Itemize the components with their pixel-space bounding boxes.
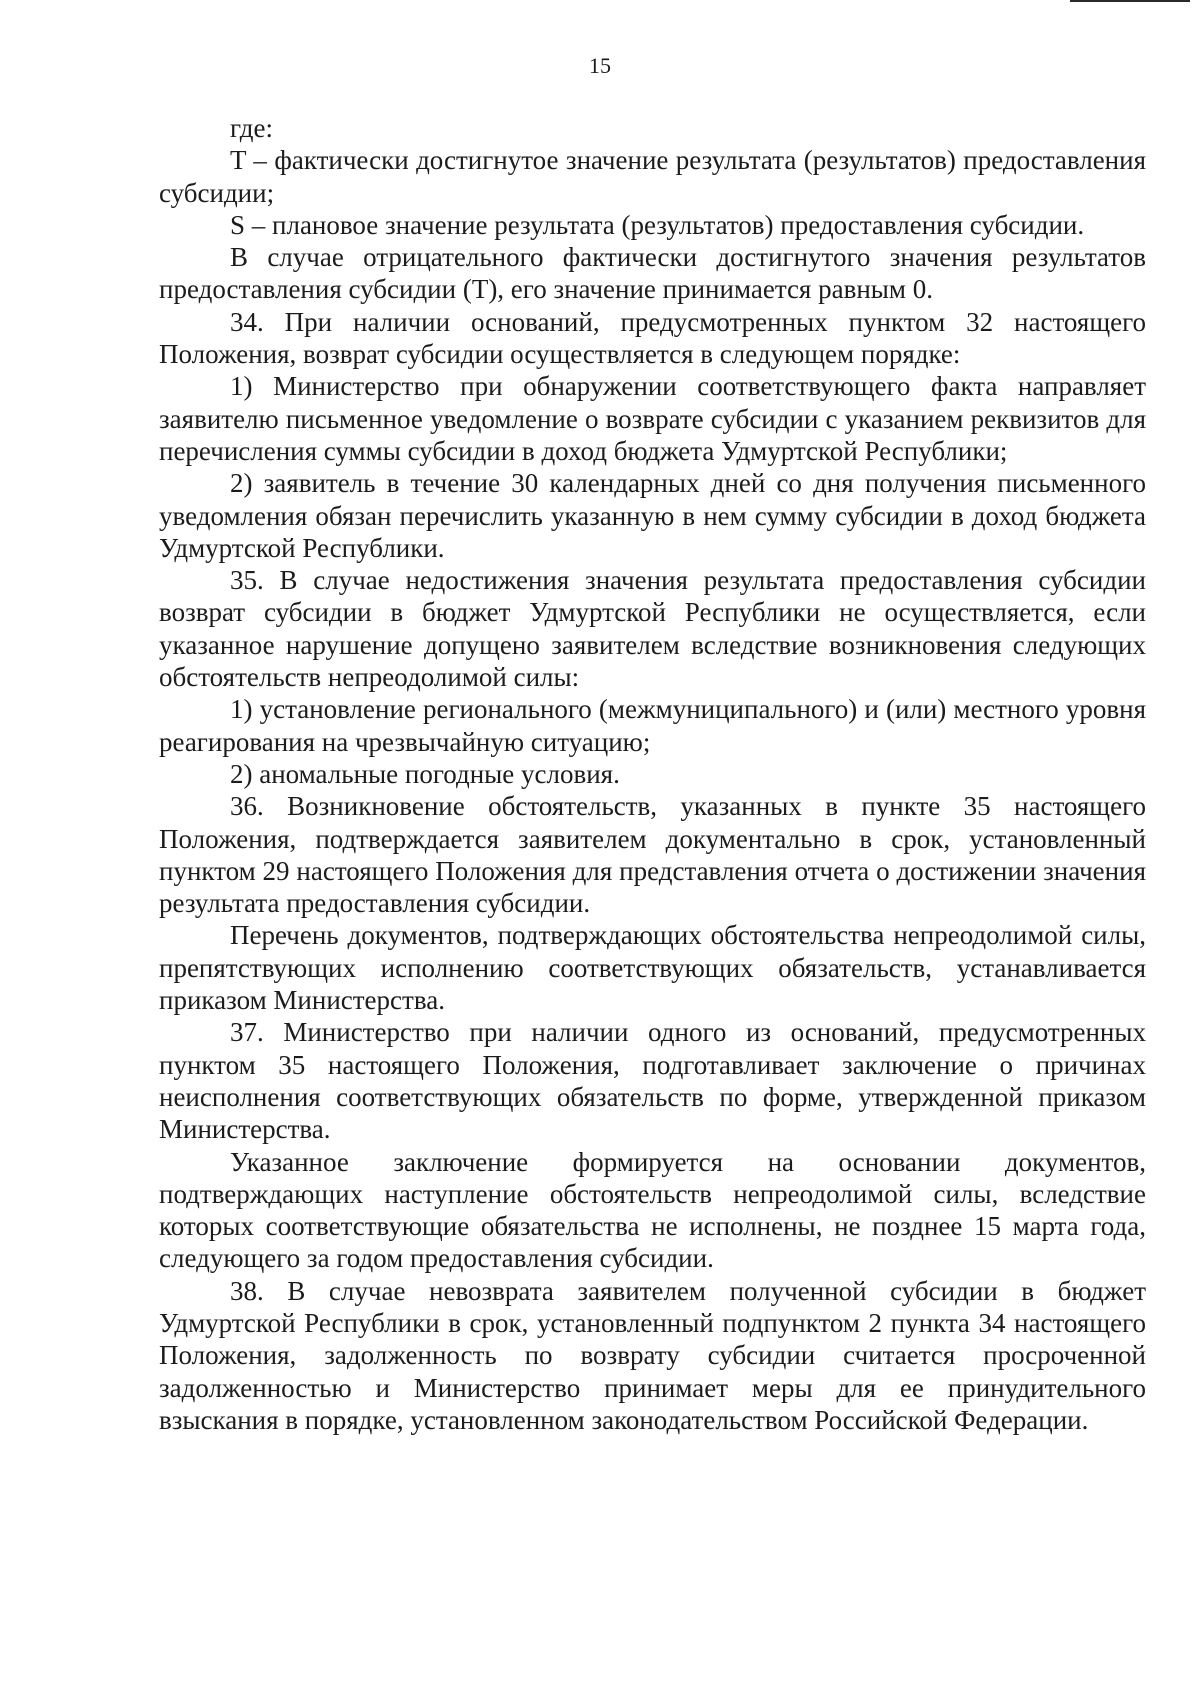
paragraph-item-37-conclusion: Указанное заключение формируется на основании документов, подтверждающих наступление обстоятельств непреодолимой силы, вследствие которых соответствующие обязательства не исполнены, не позднее 15 марта года, следующего за годом предоставления субсидии.	[159, 1146, 1146, 1274]
paragraph-item-35-2: 2) аномальные погодные условия.	[230, 758, 620, 789]
paragraph-definition-t: T – фактически достигнутое значение результата (результатов) предоставления субсидии;	[159, 145, 1146, 208]
paragraph-item-36: 36. Возникновение обстоятельств, указанных в пункте 35 настоящего Положения, подтверждается заявителем документально в срок, установленный пунктом 29 настоящего Положения для представления отчета о достижении значения результата предоставления субсидии.	[159, 791, 1146, 919]
top-edge-rule	[1070, 0, 1190, 2]
paragraph-negative-value: В случае отрицательного фактически достигнутого значения результатов предоставления субсидии (T), его значение принимается равным 0.	[159, 242, 1146, 305]
paragraph-item-34-2: 2) заявитель в течение 30 календарных дней со дня получения письменного уведомления обязан перечислить указанную в нем сумму субсидии в доход бюджета Удмуртской Республики.	[159, 468, 1146, 563]
document-body	[159, 112, 1146, 1436]
paragraph-where: где:	[230, 113, 273, 143]
paragraph-item-36-list: Перечень документов, подтверждающих обстоятельства непреодолимой силы, препятствующих исполнению соответствующих обязательств, устанавливается приказом Министерства.	[159, 920, 1146, 1016]
page-number: 15	[589, 53, 611, 78]
paragraph-item-34-1: 1) Министерство при обнаружении соответствующего факта направляет заявителю письменное уведомление о возврате субсидии с указанием реквизитов для перечисления суммы субсидии в доход бюджета Удмуртской Республики;	[159, 371, 1146, 466]
paragraph-item-35: 35. В случае недостижения значения результата предоставления субсидии возврат субсидии в бюджет Удмуртской Республики не осуществляется, если указанное нарушение допущено заявителем вследствие возникновения следующих обстоятельств непреодолимой силы:	[159, 565, 1146, 693]
paragraph-definition-s: S – плановое значение результата (результатов) предоставления субсидии.	[230, 209, 1085, 240]
paragraph-item-34: 34. При наличии оснований, предусмотренных пунктом 32 настоящего Положения, возврат субсидии осуществляется в следующем порядке:	[159, 306, 1146, 370]
paragraph-item-37: 37. Министерство при наличии одного из оснований, предусмотренных пунктом 35 настоящего Положения, подготавливает заключение о причинах неисполнения соответствующих обязательств по форме, утвержденной приказом Министерства.	[159, 1017, 1146, 1145]
paragraph-item-35-1: 1) установление регионального (межмуниципального) и (или) местного уровня реагирования на чрезвычайную ситуацию;	[159, 694, 1146, 757]
paragraph-item-38: 38. В случае невозврата заявителем полученной субсидии в бюджет Удмуртской Республики в срок, установленный подпунктом 2 пункта 34 настоящего Положения, задолженность по возврату субсидии считается просроченной задолженностью и Министерство принимает меры для ее принудительного взыскания в порядке, установленном законодательством Российской Федерации.	[159, 1275, 1146, 1435]
